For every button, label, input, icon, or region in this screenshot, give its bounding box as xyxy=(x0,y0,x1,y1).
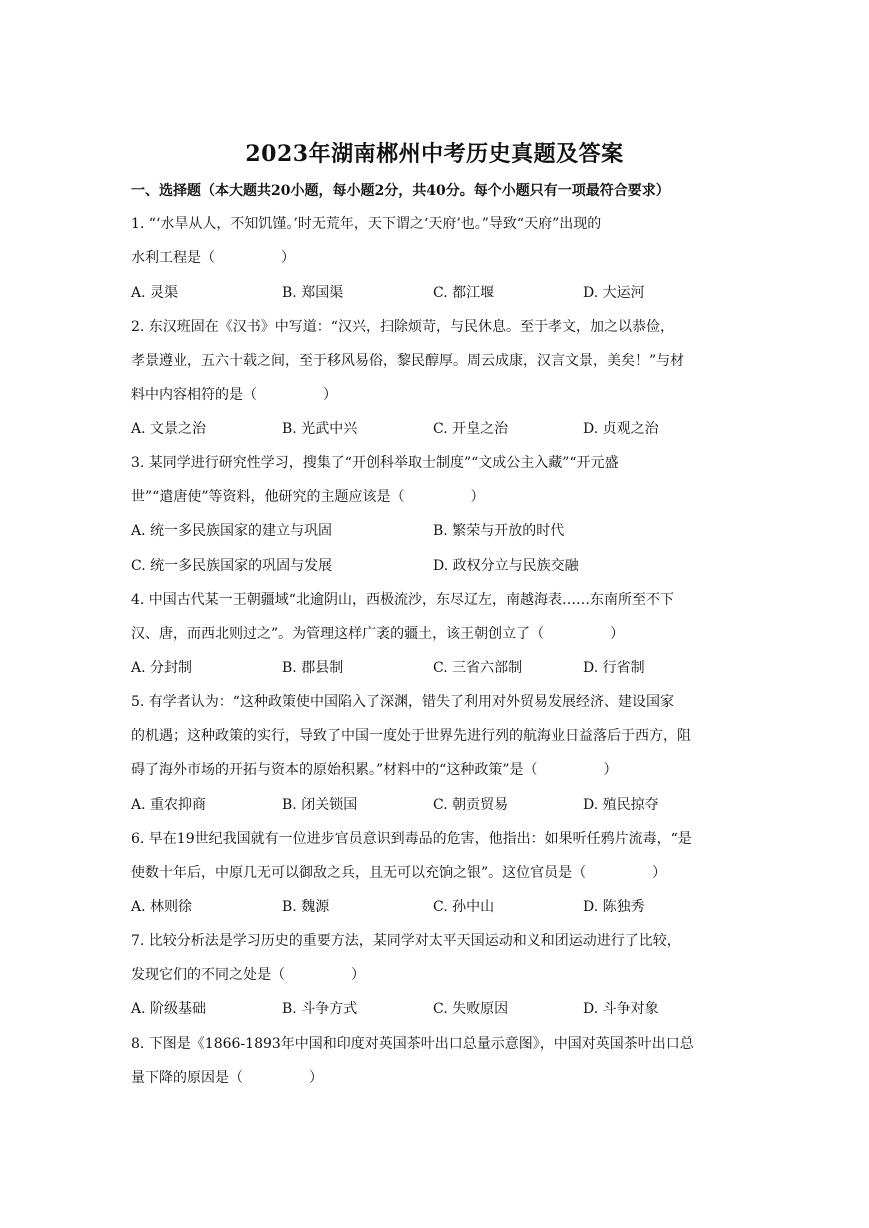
option-b: B. 闭关锁国 xyxy=(282,797,358,813)
option-d: D. 行省制 xyxy=(583,660,645,676)
option-b: B. 郡县制 xyxy=(282,660,344,676)
option-a: A. 统一多民族国家的建立与巩固 xyxy=(131,523,333,539)
question-line: 量下降的原因是（ ） xyxy=(131,1070,323,1086)
option-a: A. 阶级基础 xyxy=(131,1001,207,1017)
question-line: 7. 比较分析法是学习历史的重要方法，某同学对太平天国运动和义和团运动进行了比较， xyxy=(131,933,681,949)
question-line: 3. 某同学进行研究性学习，搜集了“开创科举取士制度”“文成公主入藏”“开元盛 xyxy=(131,455,619,471)
option-d: D. 斗争对象 xyxy=(583,1001,659,1017)
option-d: D. 大运河 xyxy=(583,285,645,301)
question-line: 4. 中国古代某一王朝疆域“北逾阴山，西极流沙，东尽辽左，南越海表……东南所至不下 xyxy=(131,592,674,608)
option-a: A. 文景之治 xyxy=(131,421,207,437)
option-b: B. 魏源 xyxy=(282,899,330,915)
question-line: 5. 有学者认为：“这种政策使中国陷入了深渊，错失了利用对外贸易发展经济、建设国家 xyxy=(131,694,674,710)
option-d: D. 陈独秀 xyxy=(583,899,645,915)
question-line: 孝景遵业，五六十载之间，至于移风易俗，黎民醇厚。周云成康，汉言文景，美矣！”与材 xyxy=(131,353,685,369)
question-line: 1. “‘水旱从人，不知饥馑。’时无荒年，天下谓之‘天府’也。”导致“天府”出现的 xyxy=(131,216,602,232)
option-c: C. 开皇之治 xyxy=(433,421,509,437)
option-c: C. 统一多民族国家的巩固与发展 xyxy=(131,558,333,574)
option-a: A. 分封制 xyxy=(131,660,193,676)
option-d: D. 贞观之治 xyxy=(583,421,659,437)
option-c: C. 三省六部制 xyxy=(433,660,523,676)
question-line: 碍了海外市场的开拓与资本的原始积累。”材料中的“这种政策”是（ ） xyxy=(131,762,618,778)
question-line: 使数十年后，中原几无可以御敌之兵，且无可以充饷之银”。这位官员是（ ） xyxy=(131,865,667,881)
option-c: C. 朝贡贸易 xyxy=(433,797,509,813)
option-c: C. 失败原因 xyxy=(433,1001,509,1017)
option-d: D. 殖民掠夺 xyxy=(583,797,659,813)
question-line: 的机遇；这种政策的实行，导致了中国一度处于世界先进行列的航海业日益落后于西方，阻 xyxy=(131,728,691,744)
question-line: 2. 东汉班固在《汉书》中写道：“汉兴，扫除烦苛，与民休息。至于孝文，加之以恭俭， xyxy=(131,319,674,335)
section-heading: 一、选择题（本大题共20小题，每小题2分，共40分。每个小题只有一项最符合要求） xyxy=(131,183,670,199)
option-d: D. 政权分立与民族交融 xyxy=(433,558,579,574)
question-line: 世”“遣唐使”等资料，他研究的主题应该是（ ） xyxy=(131,489,485,505)
option-a: A. 重农抑商 xyxy=(131,797,207,813)
question-line: 8. 下图是《1866-1893年中国和印度对英国茶叶出口总量示意图》，中国对英国茶叶出口总 xyxy=(131,1036,694,1052)
option-b: B. 繁荣与开放的时代 xyxy=(433,523,565,539)
question-line: 6. 早在19世纪我国就有一位进步官员意识到毒品的危害，他指出：如果听任鸦片流毒，“是 xyxy=(131,831,692,847)
option-a: A. 林则徐 xyxy=(131,899,193,915)
option-a: A. 灵渠 xyxy=(131,285,179,301)
option-c: C. 都江堰 xyxy=(433,285,495,301)
option-b: B. 光武中兴 xyxy=(282,421,358,437)
question-line: 汉、唐，而西北则过之”。为管理这样广袤的疆土，该王朝创立了（ ） xyxy=(131,626,625,642)
option-c: C. 孙中山 xyxy=(433,899,495,915)
page-title: 2023年湖南郴州中考历史真题及答案 xyxy=(245,141,624,167)
option-b: B. 郑国渠 xyxy=(282,285,344,301)
option-b: B. 斗争方式 xyxy=(282,1001,358,1017)
question-line: 料中内容相符的是（ ） xyxy=(131,387,337,403)
question-line: 发现它们的不同之处是（ ） xyxy=(131,967,365,983)
question-line: 水利工程是（ ） xyxy=(131,250,295,266)
